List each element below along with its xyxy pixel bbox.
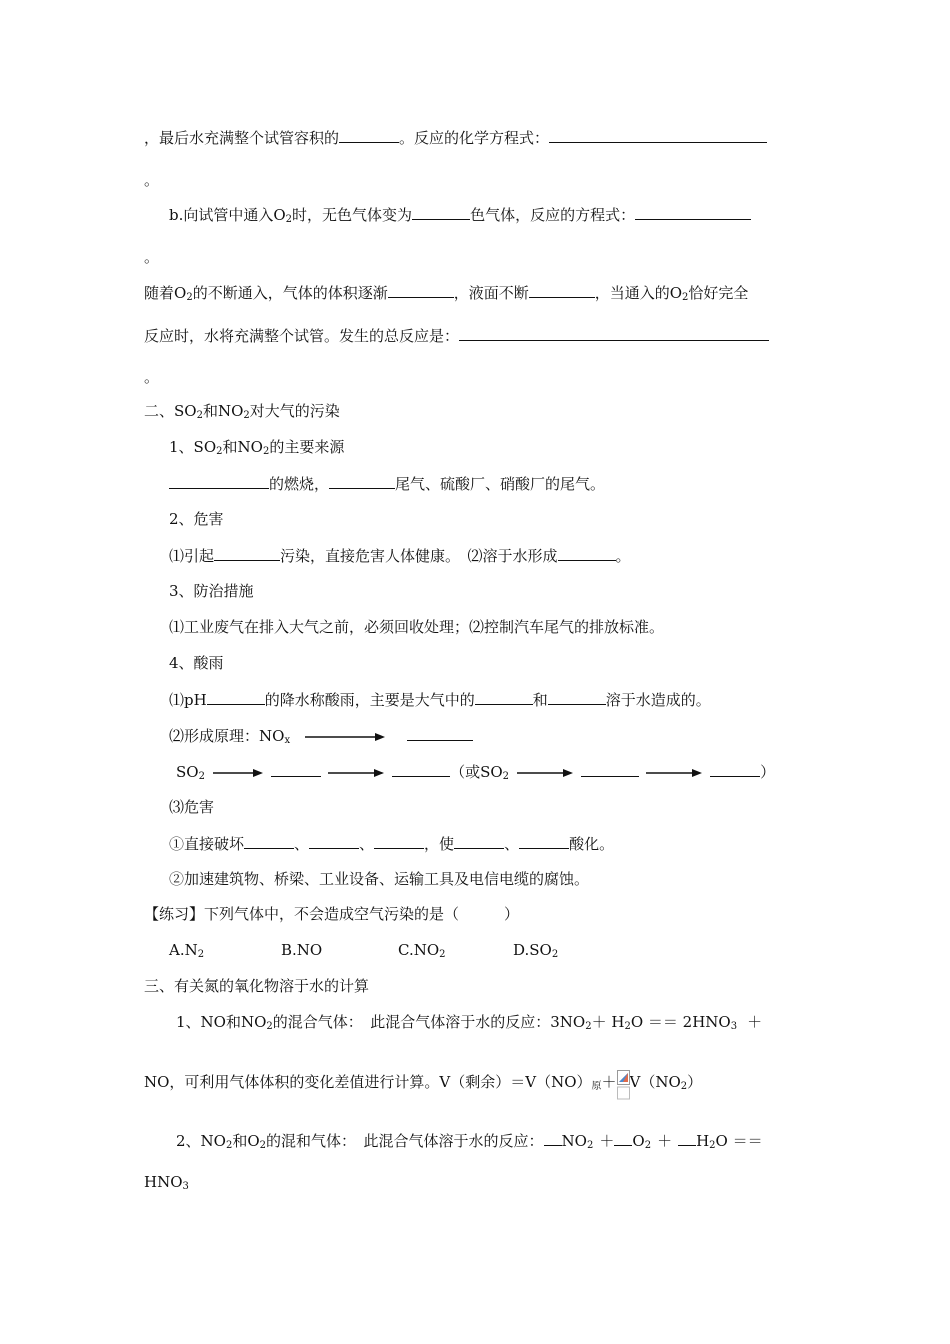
text: NO，可利用气体体积的变化差值进行计算。V（剩余）＝V（NO） bbox=[144, 1073, 592, 1091]
text: 。 bbox=[615, 547, 631, 565]
text: 色气体，反应的方程式： bbox=[470, 206, 636, 224]
text: 。 bbox=[144, 248, 160, 266]
text: 和NO bbox=[202, 402, 244, 420]
answer-blank[interactable] bbox=[710, 761, 760, 777]
text-line bbox=[144, 325, 769, 345]
text: 时，无色气体变为 bbox=[292, 206, 413, 224]
text: 二、SO bbox=[144, 402, 197, 420]
text: H bbox=[696, 1132, 710, 1150]
subscript: 2 bbox=[551, 949, 559, 960]
subscript: 2 bbox=[266, 1021, 273, 1032]
subscript: 2 bbox=[709, 1140, 716, 1151]
text-line bbox=[169, 617, 664, 637]
text: 尾气、硫酸厂、硝酸厂的尾气。 bbox=[395, 475, 606, 493]
text: A.N bbox=[169, 941, 198, 959]
text: 反应时，水将充满整个试管。发生的总反应是： bbox=[144, 327, 460, 345]
text: 和NO bbox=[222, 438, 263, 456]
answer-blank[interactable] bbox=[169, 473, 269, 489]
text-line bbox=[144, 170, 159, 190]
text: 的混合气体： 此混合气体溶于水的反应：3NO bbox=[272, 1013, 586, 1031]
text: 和O bbox=[232, 1132, 260, 1150]
subscript: x bbox=[284, 735, 291, 746]
answer-blank[interactable] bbox=[374, 833, 424, 849]
option-a[interactable] bbox=[169, 940, 281, 960]
answer-blank[interactable] bbox=[392, 761, 450, 777]
text-line bbox=[144, 1072, 702, 1092]
subheading bbox=[169, 653, 224, 673]
text: （或SO bbox=[450, 763, 503, 781]
text: O bbox=[632, 1132, 645, 1150]
text: 的主要来源 bbox=[269, 438, 345, 456]
subscript: 2 bbox=[197, 949, 205, 960]
text: ＋ bbox=[601, 1073, 617, 1091]
text: b.向试管中通入O bbox=[169, 206, 286, 224]
text-line bbox=[144, 1172, 189, 1192]
text-line bbox=[169, 204, 751, 224]
text: O ＝＝ bbox=[715, 1132, 763, 1150]
answer-blank[interactable] bbox=[678, 1130, 696, 1146]
text: ＋ H bbox=[591, 1013, 625, 1031]
answer-blank[interactable] bbox=[529, 282, 595, 298]
answer-blank[interactable] bbox=[544, 1130, 562, 1146]
text: 污染，直接危害人体健康。 ⑵溶于水形成 bbox=[280, 547, 558, 565]
text-line bbox=[169, 473, 605, 493]
practice-question bbox=[144, 904, 519, 924]
text: 2、NO bbox=[176, 1132, 226, 1150]
subscript: 2 bbox=[682, 292, 689, 303]
option-b[interactable] bbox=[281, 940, 398, 960]
subscript: 2 bbox=[243, 410, 250, 421]
subscript: 原 bbox=[591, 1081, 602, 1092]
answer-blank[interactable] bbox=[412, 204, 470, 220]
text-line bbox=[169, 833, 614, 853]
subscript: 2 bbox=[262, 446, 270, 457]
text: 、 bbox=[294, 835, 310, 853]
text-line bbox=[176, 761, 775, 781]
text: 的燃烧， bbox=[269, 475, 330, 493]
practice-options bbox=[169, 940, 558, 960]
text: NO bbox=[561, 1132, 587, 1150]
text: ，当通入的O bbox=[594, 284, 683, 302]
text-line bbox=[176, 1012, 762, 1032]
subheading bbox=[169, 437, 344, 457]
text: ，液面不断 bbox=[453, 284, 529, 302]
subscript: 2 bbox=[644, 1140, 652, 1151]
text: 酸化。 bbox=[569, 835, 615, 853]
broken-image-icon bbox=[617, 1076, 630, 1091]
text: 溶于水造成的。 bbox=[605, 691, 711, 709]
text: ） bbox=[687, 1073, 703, 1091]
right-arrow-icon bbox=[305, 732, 385, 742]
option-c[interactable] bbox=[398, 940, 513, 960]
subscript: 2 bbox=[186, 292, 193, 303]
subscript: 3 bbox=[730, 1021, 738, 1032]
text: O ＝＝ 2HNO bbox=[630, 1013, 731, 1031]
option-d[interactable] bbox=[513, 940, 558, 960]
subscript: 2 bbox=[624, 1021, 631, 1032]
practice-label: 【练习】 bbox=[144, 905, 205, 923]
section-heading bbox=[144, 976, 369, 996]
text: HNO bbox=[144, 1173, 183, 1191]
text: ②加速建筑物、桥梁、工业设备、运输工具及电信电缆的腐蚀。 bbox=[169, 870, 590, 888]
text: 、 bbox=[504, 835, 520, 853]
text-line bbox=[144, 247, 159, 267]
text: ①直接破坏 bbox=[169, 835, 245, 853]
text-line bbox=[144, 282, 748, 302]
answer-blank[interactable] bbox=[329, 473, 395, 489]
text: ⑴pH bbox=[169, 691, 207, 709]
answer-blank[interactable] bbox=[271, 761, 321, 777]
text: 。 bbox=[144, 368, 160, 386]
text: ＋ bbox=[657, 1132, 673, 1150]
text: 3、防治措施 bbox=[169, 582, 254, 600]
subscript: 2 bbox=[198, 771, 205, 782]
section-heading bbox=[144, 401, 340, 421]
text-line bbox=[169, 797, 214, 817]
text: ⑴工业废气在排入大气之前，必须回收处理；⑵控制汽车尾气的排放标准。 bbox=[169, 618, 665, 636]
answer-blank[interactable] bbox=[635, 204, 751, 220]
text-line bbox=[169, 725, 473, 745]
subheading bbox=[169, 581, 254, 601]
answer-blank[interactable] bbox=[407, 725, 473, 741]
subscript: 2 bbox=[285, 214, 293, 225]
text-line bbox=[144, 127, 767, 147]
text-line bbox=[169, 869, 589, 889]
text: ） bbox=[760, 763, 776, 781]
answer-blank[interactable] bbox=[581, 761, 639, 777]
text-line bbox=[144, 367, 159, 387]
subscript: 2 bbox=[502, 771, 510, 782]
text-line bbox=[169, 689, 711, 709]
text-line bbox=[176, 1130, 763, 1150]
subscript: 2 bbox=[225, 1140, 233, 1151]
answer-blank[interactable] bbox=[614, 1130, 632, 1146]
text: ＋ bbox=[599, 1132, 615, 1150]
text: ⑴引起 bbox=[169, 547, 215, 565]
subscript: 2 bbox=[680, 1081, 688, 1092]
text: B.NO bbox=[281, 941, 323, 959]
text: ⑶危害 bbox=[169, 798, 215, 816]
answer-blank[interactable] bbox=[309, 833, 359, 849]
answer-blank[interactable] bbox=[339, 127, 399, 143]
right-arrow-icon bbox=[646, 768, 702, 778]
text: 对大气的污染 bbox=[249, 402, 340, 420]
text-line bbox=[169, 545, 631, 565]
text: D.SO bbox=[513, 941, 552, 959]
text: SO bbox=[176, 763, 199, 781]
text: 随着O bbox=[144, 284, 187, 302]
answer-blank[interactable] bbox=[475, 689, 533, 705]
right-arrow-icon bbox=[213, 768, 263, 778]
text: 1、NO和NO bbox=[176, 1013, 267, 1031]
text: ，最后水充满整个试管容积的 bbox=[144, 129, 340, 147]
text: ＋ bbox=[747, 1013, 763, 1031]
subscript: 2 bbox=[439, 949, 446, 960]
answer-blank[interactable] bbox=[207, 689, 265, 705]
answer-blank[interactable] bbox=[214, 545, 280, 561]
text: V（NO bbox=[629, 1073, 681, 1091]
text: 的不断通入，气体的体积逐渐 bbox=[192, 284, 388, 302]
subscript: 2 bbox=[216, 446, 223, 457]
answer-blank[interactable] bbox=[519, 833, 569, 849]
text: 、 bbox=[359, 835, 375, 853]
answer-blank[interactable] bbox=[549, 127, 767, 143]
text: 恰好完全 bbox=[688, 284, 749, 302]
subscript: 3 bbox=[182, 1181, 189, 1192]
subheading bbox=[169, 509, 224, 529]
text: ⑵形成原理：NO bbox=[169, 727, 285, 745]
answer-blank[interactable] bbox=[244, 833, 294, 849]
answer-blank[interactable] bbox=[548, 689, 606, 705]
answer-blank[interactable] bbox=[454, 833, 504, 849]
text: ，使 bbox=[424, 835, 455, 853]
subscript: 2 bbox=[585, 1021, 592, 1032]
answer-blank[interactable] bbox=[558, 545, 616, 561]
text: 。反应的化学方程式： bbox=[399, 129, 550, 147]
text: 。 bbox=[144, 171, 160, 189]
text: 的降水称酸雨，主要是大气中的 bbox=[264, 691, 475, 709]
text: 下列气体中，不会造成空气污染的是（ ） bbox=[204, 905, 520, 923]
text: 三、有关氮的氧化物溶于水的计算 bbox=[144, 977, 370, 995]
right-arrow-icon bbox=[328, 768, 384, 778]
text: 和 bbox=[532, 691, 548, 709]
subscript: 2 bbox=[586, 1140, 594, 1151]
text: 4、酸雨 bbox=[169, 654, 224, 672]
text: 的混和气体： 此混合气体溶于水的反应： bbox=[266, 1132, 544, 1150]
text: C.NO bbox=[398, 941, 440, 959]
answer-blank[interactable] bbox=[459, 325, 769, 341]
subscript: 2 bbox=[259, 1140, 267, 1151]
text: 2、危害 bbox=[169, 510, 224, 528]
subscript: 2 bbox=[196, 410, 203, 421]
answer-blank[interactable] bbox=[388, 282, 454, 298]
text: 1、SO bbox=[169, 438, 217, 456]
right-arrow-icon bbox=[517, 768, 573, 778]
